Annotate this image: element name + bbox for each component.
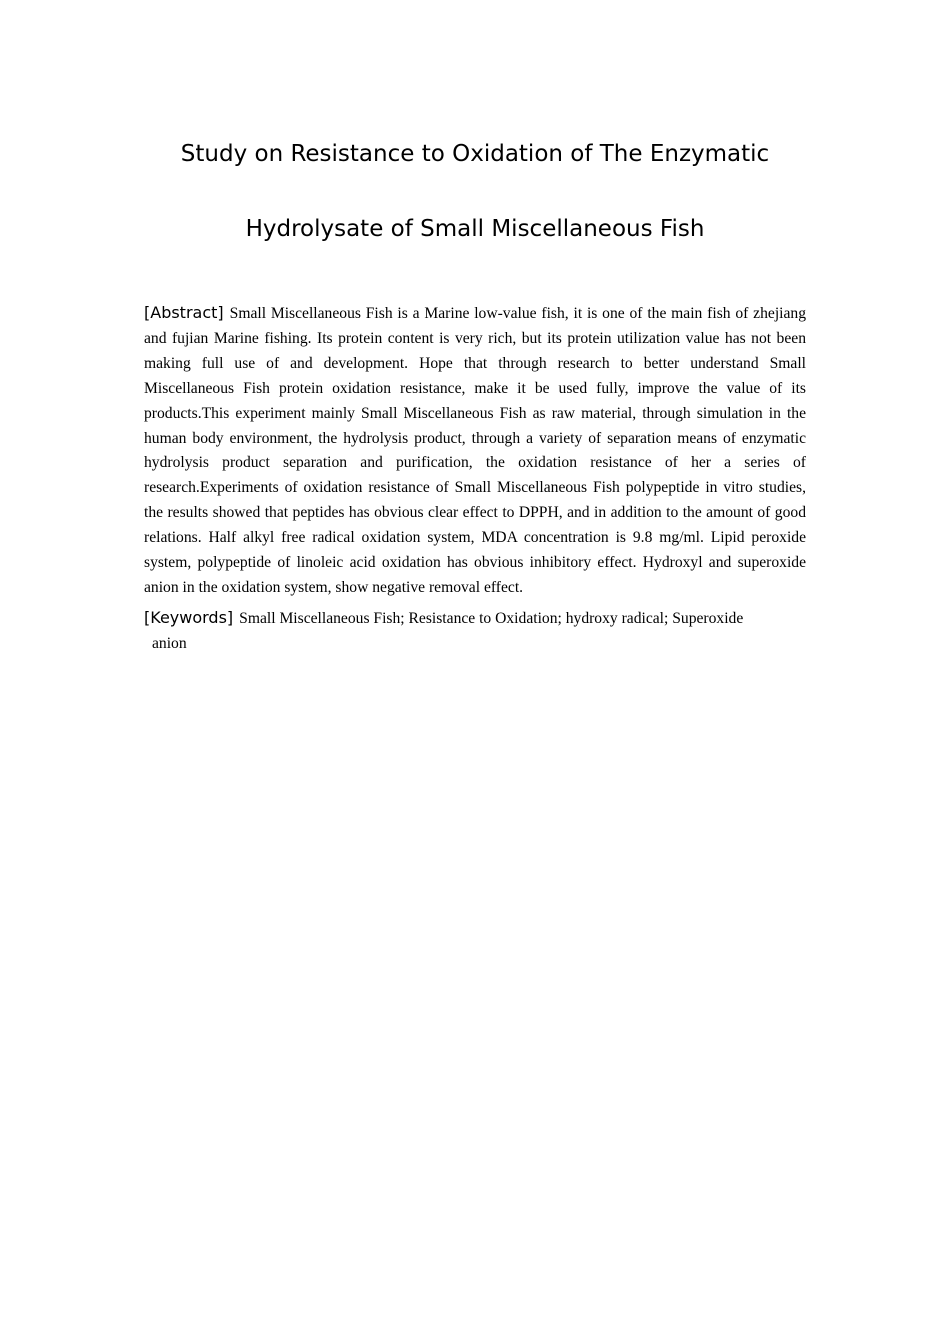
abstract-text: Small Miscellaneous Fish is a Marine low-value fish, it is one of the main fish of zhejiang and fujian Marine fishing. Its protein content is very rich, but its protein utilization value has not been making full use of and development. Hope that through research to better understand Small Miscellaneous Fish protein oxidation resistance, make it be used fully, improve the value of its products.This experiment mainly Small Miscellaneous Fish as raw material, through simulation in the human body environment, the hydrolysis product, through a variety of separation means of enzymatic hydrolysis product separation and purification, the oxidation resistance of her a series of research.Experiments of oxidation resistance of Small Miscellaneous Fish polypeptide in vitro studies, the results showed that peptides has obvious clear effect to DPPH, and in addition to the amount of good relations. Half alkyl free radical oxidation system, MDA concentration is 9.8 mg/ml. Lipid peroxide system, polypeptide of linoleic acid oxidation has obvious inhibitory effect. Hydroxyl and superoxide anion in the oxidation system, show negative removal effect. xyxy=(144,305,806,596)
abstract-paragraph xyxy=(144,301,806,601)
paper-title-line-2: Hydrolysate of Small Miscellaneous Fish xyxy=(245,216,705,242)
keywords-paragraph xyxy=(144,605,806,656)
keywords-text-continued: anion xyxy=(152,635,187,652)
keywords-text: Small Miscellaneous Fish; Resistance to Oxidation; hydroxy radical; Superoxide xyxy=(239,610,744,627)
abstract-label: [Abstract] xyxy=(144,303,224,322)
paper-title-line-1: Study on Resistance to Oxidation of The Enzymatic xyxy=(180,141,770,167)
keywords-label: [Keywords] xyxy=(144,608,234,627)
